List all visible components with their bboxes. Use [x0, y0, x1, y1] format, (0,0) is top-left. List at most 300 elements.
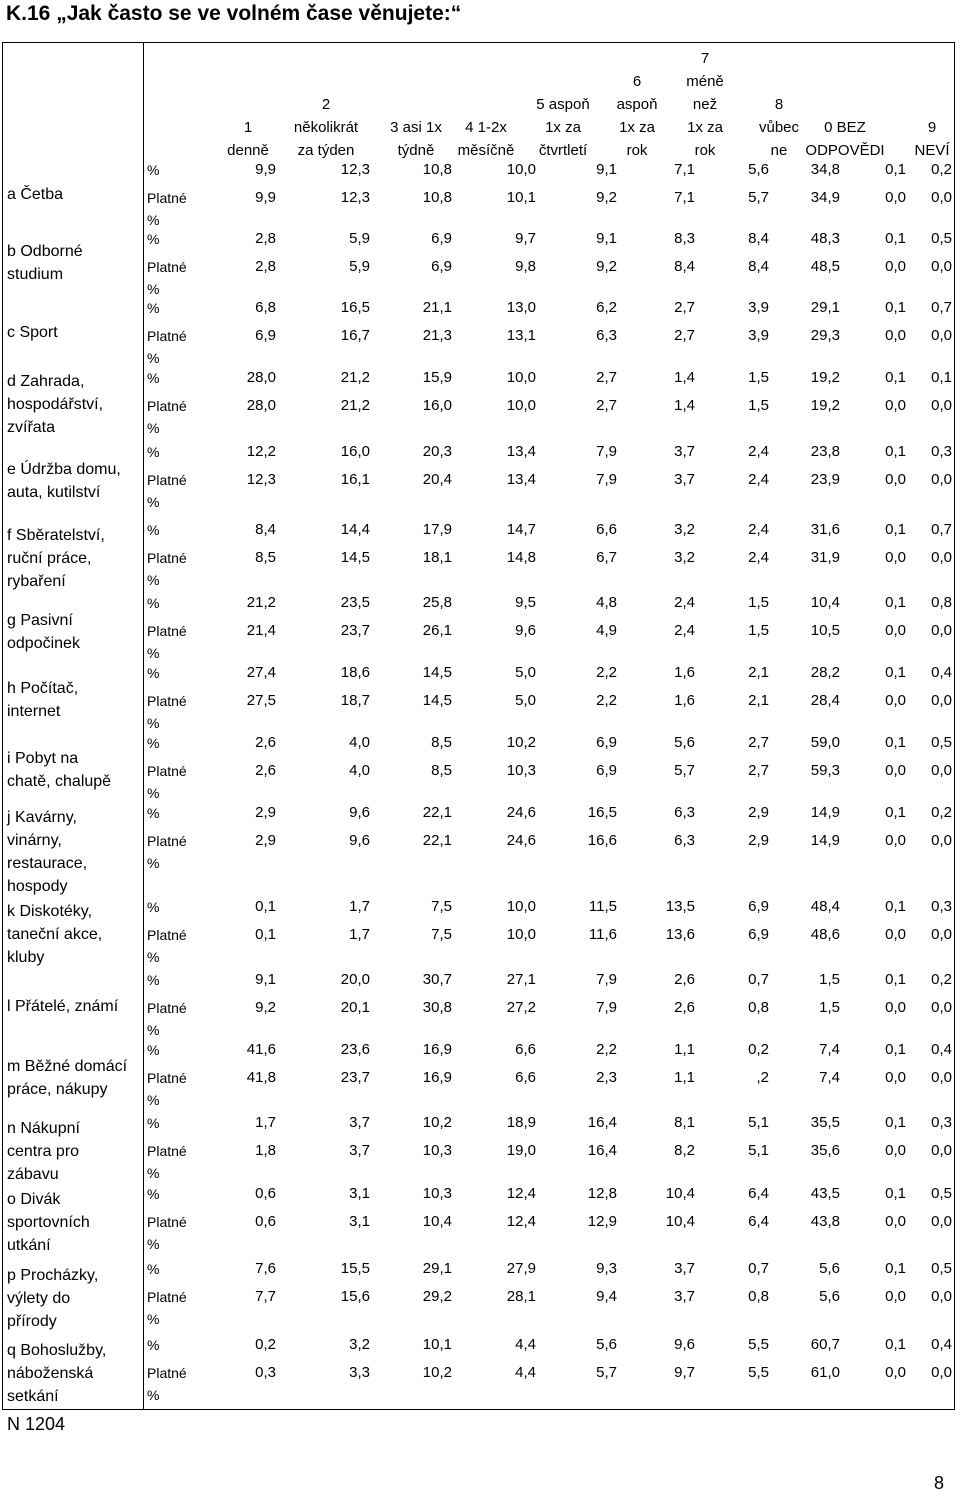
- valid-percent-cell: 0,0: [885, 471, 906, 488]
- percent-cell: 1,6: [674, 664, 695, 681]
- percent-cell: 13,4: [506, 443, 536, 460]
- percent-cell: 6,9: [596, 734, 617, 751]
- column-header-line: 1x za: [619, 119, 655, 136]
- percent-cell: 22,1: [422, 804, 452, 821]
- percent-cell: 7,6: [255, 1260, 276, 1277]
- percent-cell: 3,7: [674, 1260, 695, 1277]
- activity-label: [7, 609, 80, 655]
- valid-percent-cell: 0,6: [255, 1213, 276, 1230]
- valid-percent-cell: 23,7: [340, 622, 370, 639]
- column-header: [612, 46, 662, 162]
- valid-percent-cell: 2,6: [255, 762, 276, 779]
- valid-percent-cell: 0,0: [931, 762, 952, 779]
- percent-cell: 2,2: [596, 1041, 617, 1058]
- activity-label-line: zvířata: [7, 419, 56, 436]
- activity-label-line: taneční akce,: [7, 926, 103, 943]
- percent-cell: 23,5: [340, 594, 370, 611]
- percent-cell: 0,1: [885, 1260, 906, 1277]
- percent-cell: 13,0: [506, 299, 536, 316]
- percent-cell: 2,8: [255, 230, 276, 247]
- valid-percent-cell: 5,6: [819, 1288, 840, 1305]
- valid-percent-cell: 2,2: [596, 692, 617, 709]
- valid-percent-cell: 61,0: [810, 1364, 840, 1381]
- valid-percent-row-label: [147, 395, 187, 439]
- column-header-line: několikrát: [293, 119, 359, 136]
- valid-percent-cell: 16,6: [587, 832, 617, 849]
- percent-cell: 0,1: [885, 971, 906, 988]
- percent-cell: 0,7: [931, 521, 952, 538]
- activity-label: [7, 806, 87, 898]
- valid-percent-cell: 9,6: [349, 832, 370, 849]
- valid-percent-cell: 2,7: [674, 327, 695, 344]
- column-header-line: NEVÍ: [914, 142, 950, 159]
- valid-percent-cell: 9,4: [596, 1288, 617, 1305]
- valid-percent-cell: 0,0: [931, 1213, 952, 1230]
- activity-label: [7, 1264, 98, 1333]
- percent-cell: 0,2: [748, 1041, 769, 1058]
- percent-cell: 12,8: [587, 1185, 617, 1202]
- percent-cell: 0,1: [885, 521, 906, 538]
- valid-percent-cell: 10,2: [422, 1364, 452, 1381]
- percent-cell: 16,0: [340, 443, 370, 460]
- percent-cell: 0,1: [885, 804, 906, 821]
- activity-label-line: ruční práce,: [7, 550, 92, 567]
- activity-label-line: q Bohoslužby,: [7, 1342, 107, 1359]
- valid-percent-cell: 1,4: [674, 397, 695, 414]
- percent-cell: 30,7: [422, 971, 452, 988]
- percent-cell: 7,4: [819, 1041, 840, 1058]
- valid-percent-row-label: [147, 997, 187, 1041]
- valid-percent-cell: 5,1: [748, 1142, 769, 1159]
- percent-cell: 28,0: [246, 369, 276, 386]
- valid-percent-label-line: %: [147, 1387, 160, 1403]
- valid-percent-cell: 0,0: [885, 622, 906, 639]
- activity-label: [7, 900, 102, 969]
- percent-cell: 9,1: [596, 161, 617, 178]
- percent-cell: 19,2: [810, 369, 840, 386]
- valid-percent-cell: 7,1: [674, 189, 695, 206]
- valid-percent-cell: 1,6: [674, 692, 695, 709]
- valid-percent-cell: 2,9: [255, 832, 276, 849]
- valid-percent-cell: 10,5: [810, 622, 840, 639]
- percent-cell: 28,2: [810, 664, 840, 681]
- valid-percent-cell: 35,6: [810, 1142, 840, 1159]
- valid-percent-cell: 0,0: [885, 926, 906, 943]
- percent-cell: 6,2: [596, 299, 617, 316]
- column-header-line: týdně: [397, 142, 435, 159]
- valid-percent-cell: 4,4: [515, 1364, 536, 1381]
- valid-percent-row-label: [147, 187, 187, 231]
- valid-percent-row-label: [147, 1362, 187, 1406]
- valid-percent-cell: 7,9: [596, 471, 617, 488]
- activity-label-line: h Počítač,: [7, 680, 79, 697]
- valid-percent-cell: 6,6: [515, 1069, 536, 1086]
- valid-percent-cell: 48,6: [810, 926, 840, 943]
- percent-cell: 3,2: [674, 521, 695, 538]
- valid-percent-cell: 13,6: [665, 926, 695, 943]
- valid-percent-row-label: [147, 830, 187, 874]
- valid-percent-label-line: %: [147, 212, 160, 228]
- percent-cell: 21,1: [422, 299, 452, 316]
- percent-cell: 29,1: [422, 1260, 452, 1277]
- percent-cell: 1,7: [255, 1114, 276, 1131]
- valid-percent-cell: 1,1: [674, 1069, 695, 1086]
- valid-percent-cell: 0,0: [885, 1142, 906, 1159]
- percent-cell: 5,6: [819, 1260, 840, 1277]
- column-divider: [143, 43, 144, 1409]
- valid-percent-cell: 41,8: [246, 1069, 276, 1086]
- valid-percent-cell: 0,0: [931, 549, 952, 566]
- valid-percent-label-line: Platné: [147, 927, 187, 943]
- percent-cell: 4,0: [349, 734, 370, 751]
- valid-percent-cell: 3,2: [674, 549, 695, 566]
- valid-percent-cell: 8,5: [255, 549, 276, 566]
- valid-percent-row-label: [147, 1211, 187, 1255]
- percent-cell: 10,0: [506, 898, 536, 915]
- valid-percent-cell: 0,0: [931, 471, 952, 488]
- valid-percent-cell: 0,0: [885, 189, 906, 206]
- percent-cell: 0,1: [885, 1114, 906, 1131]
- valid-percent-cell: 6,9: [431, 258, 452, 275]
- valid-percent-cell: 0,0: [931, 926, 952, 943]
- valid-percent-label-line: %: [147, 572, 160, 588]
- valid-percent-cell: 8,5: [431, 762, 452, 779]
- percent-cell: 16,5: [340, 299, 370, 316]
- activity-label: [7, 1339, 106, 1408]
- column-header-line: než: [692, 96, 718, 113]
- valid-percent-label-line: %: [147, 785, 160, 801]
- percent-cell: 9,5: [515, 594, 536, 611]
- percent-cell: 0,1: [885, 898, 906, 915]
- percent-row-label: %: [147, 899, 160, 915]
- valid-percent-cell: 28,4: [810, 692, 840, 709]
- valid-percent-cell: 3,1: [349, 1213, 370, 1230]
- percent-cell: 5,9: [349, 230, 370, 247]
- column-header: [223, 46, 273, 162]
- percent-row-label: %: [147, 444, 160, 460]
- activity-label-line: rybaření: [7, 573, 66, 590]
- valid-percent-cell: 1,5: [748, 622, 769, 639]
- valid-percent-cell: 3,3: [349, 1364, 370, 1381]
- column-header-line: 3 asi 1x: [390, 119, 442, 136]
- activity-label: [7, 321, 58, 344]
- valid-percent-label-line: %: [147, 1236, 160, 1252]
- percent-row-label: %: [147, 1261, 160, 1277]
- column-header-line: 2: [321, 96, 331, 113]
- valid-percent-cell: 12,3: [246, 471, 276, 488]
- valid-percent-cell: 1,5: [748, 397, 769, 414]
- column-header-line: rok: [626, 142, 648, 159]
- valid-percent-cell: 9,2: [596, 189, 617, 206]
- valid-percent-cell: 2,8: [255, 258, 276, 275]
- percent-cell: 0,1: [885, 299, 906, 316]
- percent-cell: 6,9: [431, 230, 452, 247]
- column-header-line: ne: [770, 142, 788, 159]
- column-header-line: 1x za: [687, 119, 723, 136]
- valid-percent-cell: 9,6: [515, 622, 536, 639]
- valid-percent-label-line: Platné: [147, 328, 187, 344]
- activity-label-line: j Kavárny,: [7, 809, 77, 826]
- valid-percent-cell: 23,9: [810, 471, 840, 488]
- percent-cell: 20,3: [422, 443, 452, 460]
- activity-label-line: chatě, chalupě: [7, 773, 112, 790]
- valid-percent-cell: 3,9: [748, 327, 769, 344]
- valid-percent-row-label: [147, 690, 187, 734]
- percent-cell: 18,9: [506, 1114, 536, 1131]
- valid-percent-cell: 0,3: [255, 1364, 276, 1381]
- valid-percent-row-label: [147, 620, 187, 664]
- valid-percent-cell: 13,4: [506, 471, 536, 488]
- valid-percent-cell: 0,0: [931, 397, 952, 414]
- percent-row-label: %: [147, 595, 160, 611]
- valid-percent-cell: 0,0: [885, 327, 906, 344]
- valid-percent-cell: 1,8: [255, 1142, 276, 1159]
- column-header: [800, 46, 890, 162]
- activity-label-line: m Běžné domácí: [7, 1058, 128, 1075]
- valid-percent-cell: 0,0: [931, 327, 952, 344]
- percent-cell: 2,7: [596, 369, 617, 386]
- percent-row-label: %: [147, 522, 160, 538]
- activity-label: [7, 1117, 80, 1186]
- percent-cell: 0,8: [931, 594, 952, 611]
- valid-percent-label-line: Platné: [147, 259, 187, 275]
- activity-label-line: g Pasivní: [7, 612, 73, 629]
- valid-percent-cell: 0,0: [931, 1288, 952, 1305]
- percent-cell: 12,2: [246, 443, 276, 460]
- percent-cell: 4,8: [596, 594, 617, 611]
- valid-percent-cell: 0,0: [931, 999, 952, 1016]
- percent-cell: 9,6: [349, 804, 370, 821]
- percent-cell: 5,1: [748, 1114, 769, 1131]
- page-number: 8: [934, 1473, 945, 1493]
- valid-percent-cell: 11,6: [588, 926, 617, 943]
- percent-cell: 5,5: [748, 1336, 769, 1353]
- valid-percent-cell: 16,4: [587, 1142, 617, 1159]
- valid-percent-cell: 6,9: [596, 762, 617, 779]
- valid-percent-row-label: [147, 1140, 187, 1184]
- activity-label: [7, 747, 111, 793]
- percent-cell: 1,4: [674, 369, 695, 386]
- percent-cell: 9,1: [255, 971, 276, 988]
- valid-percent-cell: 21,3: [422, 327, 452, 344]
- page-title: K.16 „Jak často se ve volném čase věnujete:“: [6, 2, 462, 25]
- percent-cell: 0,1: [885, 161, 906, 178]
- valid-percent-cell: 59,3: [810, 762, 840, 779]
- valid-percent-cell: 14,5: [422, 692, 452, 709]
- percent-cell: 14,4: [340, 521, 370, 538]
- percent-cell: 12,3: [340, 161, 370, 178]
- percent-cell: 8,3: [674, 230, 695, 247]
- valid-percent-cell: 10,3: [422, 1142, 452, 1159]
- activity-label-line: zábavu: [7, 1166, 59, 1183]
- valid-percent-cell: 28,1: [506, 1288, 536, 1305]
- activity-label: [7, 524, 105, 593]
- column-header: [529, 46, 597, 162]
- valid-percent-label-line: %: [147, 350, 160, 366]
- activity-label: [7, 1055, 127, 1101]
- valid-percent-cell: 10,8: [422, 189, 452, 206]
- column-header-line: vůbec: [758, 119, 800, 136]
- percent-cell: 5,6: [674, 734, 695, 751]
- valid-percent-cell: 2,4: [674, 622, 695, 639]
- percent-cell: 0,6: [255, 1185, 276, 1202]
- percent-cell: 0,1: [885, 369, 906, 386]
- percent-cell: 10,4: [665, 1185, 695, 1202]
- valid-percent-cell: 29,3: [810, 327, 840, 344]
- percent-cell: 48,3: [810, 230, 840, 247]
- activity-label-line: n Nákupní: [7, 1120, 80, 1137]
- percent-cell: 27,1: [506, 971, 536, 988]
- percent-cell: 0,1: [885, 734, 906, 751]
- valid-percent-cell: 10,4: [422, 1213, 452, 1230]
- percent-cell: 2,2: [596, 664, 617, 681]
- column-header: [381, 46, 451, 162]
- percent-cell: 15,5: [340, 1260, 370, 1277]
- valid-percent-cell: 24,6: [506, 832, 536, 849]
- percent-cell: 0,5: [931, 1185, 952, 1202]
- valid-percent-cell: 30,8: [422, 999, 452, 1016]
- column-header-line: 5 aspoň: [536, 96, 590, 113]
- valid-percent-cell: 43,8: [810, 1213, 840, 1230]
- valid-percent-row-label: [147, 760, 187, 804]
- percent-cell: 10,0: [506, 369, 536, 386]
- column-header-line: denně: [227, 142, 269, 159]
- valid-percent-label-line: Platné: [147, 623, 187, 639]
- valid-percent-label-line: %: [147, 1165, 160, 1181]
- valid-percent-cell: 10,0: [506, 397, 536, 414]
- valid-percent-label-line: Platné: [147, 763, 187, 779]
- valid-percent-cell: 6,3: [596, 327, 617, 344]
- activity-label: [7, 370, 103, 439]
- valid-percent-label-line: %: [147, 855, 160, 871]
- percent-cell: 9,6: [674, 1336, 695, 1353]
- valid-percent-cell: 12,3: [340, 189, 370, 206]
- column-header: [286, 46, 366, 162]
- percent-cell: 9,3: [596, 1260, 617, 1277]
- valid-percent-cell: 34,9: [810, 189, 840, 206]
- percent-cell: 16,4: [587, 1114, 617, 1131]
- percent-cell: 29,1: [810, 299, 840, 316]
- percent-cell: 3,1: [349, 1185, 370, 1202]
- valid-percent-cell: 2,7: [748, 762, 769, 779]
- valid-percent-cell: 0,0: [885, 397, 906, 414]
- activity-label-line: p Procházky,: [7, 1267, 99, 1284]
- activity-label-line: internet: [7, 703, 61, 720]
- percent-cell: 1,5: [748, 369, 769, 386]
- column-header-line: 1x za: [545, 119, 581, 136]
- activity-label: [7, 240, 83, 286]
- valid-percent-cell: 2,1: [748, 692, 769, 709]
- percent-cell: 0,2: [931, 971, 952, 988]
- percent-cell: 6,9: [748, 898, 769, 915]
- percent-cell: 0,1: [885, 594, 906, 611]
- percent-cell: 18,6: [340, 664, 370, 681]
- sample-size: N 1204: [7, 1414, 66, 1434]
- percent-cell: 23,8: [810, 443, 840, 460]
- activity-label-line: sportovních: [7, 1214, 90, 1231]
- percent-cell: 5,0: [515, 664, 536, 681]
- percent-row-label: %: [147, 1042, 160, 1058]
- valid-percent-cell: 21,4: [246, 622, 276, 639]
- valid-percent-cell: 19,0: [506, 1142, 536, 1159]
- valid-percent-cell: 0,0: [885, 1069, 906, 1086]
- valid-percent-cell: 3,7: [349, 1142, 370, 1159]
- valid-percent-cell: 0,0: [885, 692, 906, 709]
- valid-percent-label-line: Platné: [147, 693, 187, 709]
- percent-cell: 0,1: [885, 230, 906, 247]
- percent-cell: 10,0: [506, 161, 536, 178]
- column-header-line: čtvrtletí: [538, 142, 588, 159]
- valid-percent-cell: 7,5: [431, 926, 452, 943]
- valid-percent-cell: 5,5: [748, 1364, 769, 1381]
- activity-label-line: výlety do: [7, 1290, 71, 1307]
- valid-percent-cell: 3,7: [674, 471, 695, 488]
- percent-cell: 7,9: [596, 971, 617, 988]
- valid-percent-cell: 21,2: [340, 397, 370, 414]
- valid-percent-cell: 29,2: [422, 1288, 452, 1305]
- valid-percent-cell: 20,1: [340, 999, 370, 1016]
- valid-percent-cell: 0,0: [885, 762, 906, 779]
- valid-percent-cell: 19,2: [810, 397, 840, 414]
- percent-cell: 2,4: [748, 443, 769, 460]
- percent-cell: 8,4: [255, 521, 276, 538]
- valid-percent-cell: 0,0: [885, 1288, 906, 1305]
- percent-cell: 9,9: [255, 161, 276, 178]
- percent-cell: 10,8: [422, 161, 452, 178]
- valid-percent-label-line: Platné: [147, 1289, 187, 1305]
- percent-cell: 3,7: [349, 1114, 370, 1131]
- valid-percent-cell: 23,7: [340, 1069, 370, 1086]
- valid-percent-cell: 13,1: [506, 327, 536, 344]
- percent-cell: 2,7: [674, 299, 695, 316]
- percent-cell: 10,2: [506, 734, 536, 751]
- activity-label-line: c Sport: [7, 324, 58, 341]
- percent-cell: 1,7: [349, 898, 370, 915]
- valid-percent-cell: 0,0: [931, 1142, 952, 1159]
- valid-percent-cell: 6,9: [748, 926, 769, 943]
- valid-percent-cell: 0,1: [255, 926, 276, 943]
- valid-percent-label-line: %: [147, 1022, 160, 1038]
- percent-cell: 1,5: [819, 971, 840, 988]
- valid-percent-cell: 5,0: [515, 692, 536, 709]
- percent-cell: 7,1: [674, 161, 695, 178]
- percent-cell: 0,4: [931, 1336, 952, 1353]
- valid-percent-cell: 2,4: [748, 471, 769, 488]
- valid-percent-label-line: %: [147, 494, 160, 510]
- valid-percent-row-label: [147, 1286, 187, 1330]
- valid-percent-cell: 18,1: [422, 549, 452, 566]
- valid-percent-label-line: Platné: [147, 1143, 187, 1159]
- table-frame: [2, 42, 955, 1410]
- valid-percent-cell: 0,0: [885, 549, 906, 566]
- percent-cell: 23,6: [340, 1041, 370, 1058]
- percent-cell: 16,5: [587, 804, 617, 821]
- valid-percent-cell: 16,9: [422, 1069, 452, 1086]
- percent-cell: 6,8: [255, 299, 276, 316]
- percent-cell: 9,1: [596, 230, 617, 247]
- percent-cell: 35,5: [810, 1114, 840, 1131]
- activity-label-line: centra pro: [7, 1143, 80, 1160]
- percent-row-label: %: [147, 1115, 160, 1131]
- valid-percent-cell: 27,2: [506, 999, 536, 1016]
- activity-label-line: o Divák: [7, 1191, 61, 1208]
- column-header-line: 6: [632, 73, 642, 90]
- activity-label-line: setkání: [7, 1388, 59, 1405]
- valid-percent-cell: 7,9: [596, 999, 617, 1016]
- percent-cell: 15,9: [422, 369, 452, 386]
- valid-percent-label-line: Platné: [147, 1214, 187, 1230]
- valid-percent-cell: 12,4: [506, 1213, 536, 1230]
